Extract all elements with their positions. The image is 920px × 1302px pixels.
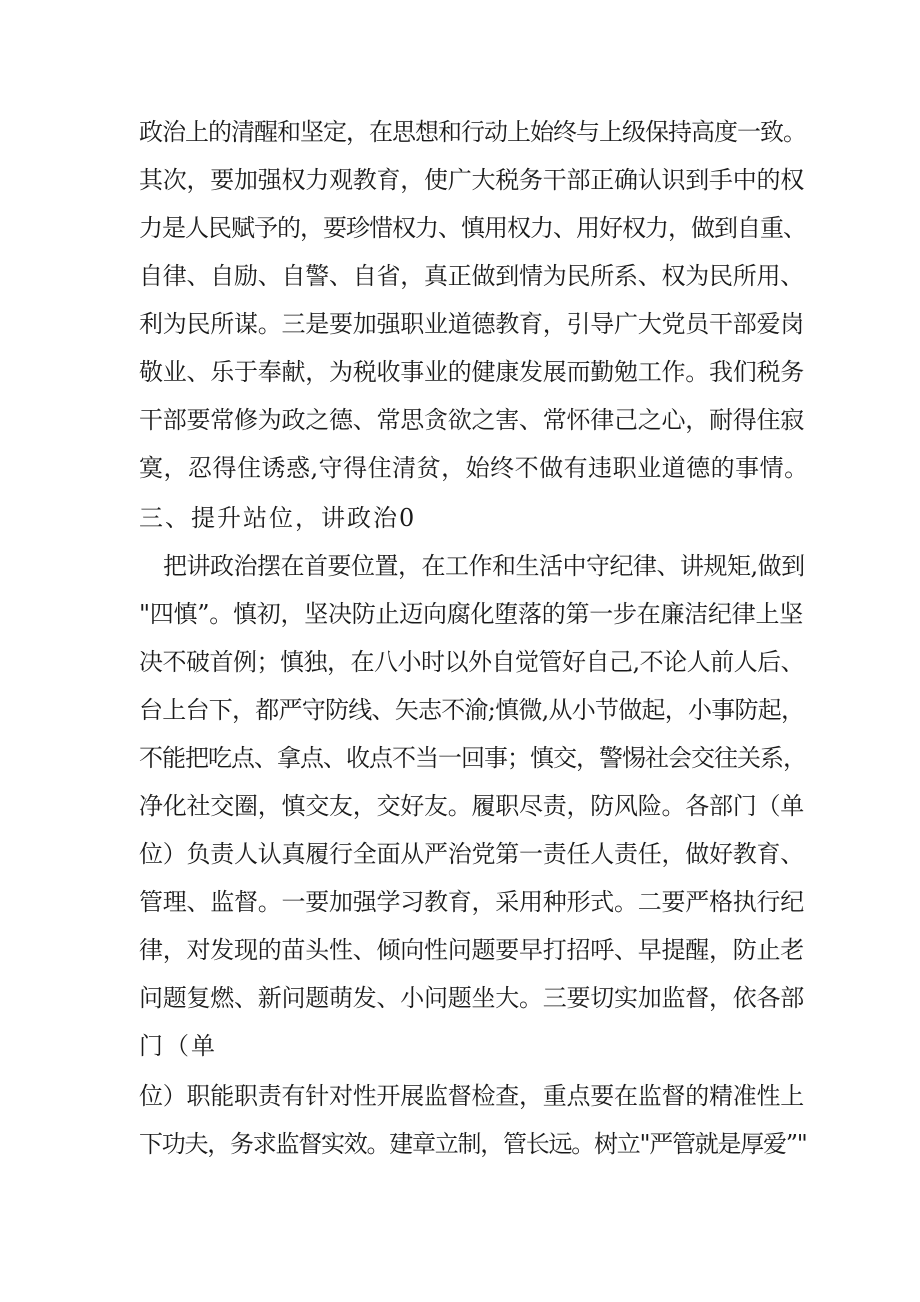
paragraph-line: 位）职能职责有针对性开展监督检查，重点要在监督的精准性上: [139, 1082, 804, 1110]
paragraph-line: 政治上的清醒和坚定，在思想和行动上始终与上级保持高度一致。: [139, 118, 806, 146]
paragraph-line: 管理、监督。一要加强学习教育，采用种形式。二要严格执行纪: [139, 888, 804, 916]
paragraph-line: 台上台下，都严守防线、矢志不渝;慎微,从小节做起，小事防起，: [139, 696, 805, 724]
paragraph-line: 律，对发现的苗头性、倾向性问题要早打招呼、早提醒，防止老: [139, 936, 804, 964]
paragraph-line: 寞，忍得住诱惑,守得住清贫，始终不做有违职业道德的事情。: [139, 454, 809, 482]
paragraph-line: 干部要常修为政之德、常思贪欲之害、常怀律己之心，耐得住寂: [139, 406, 804, 434]
paragraph-line: 位）负责人认真履行全面从严治党第一责任人责任，做好教育、: [139, 840, 804, 868]
paragraph-line: 力是人民赋予的，要珍惜权力、慎用权力、用好权力，做到自重、: [139, 214, 806, 242]
paragraph-line: 净化社交圈，慎交友，交好友。履职尽责，防风险。各部门（单: [139, 792, 804, 820]
paragraph-line: 不能把吃点、拿点、收点不当一回事；慎交，警惕社会交往关系，: [139, 744, 806, 772]
paragraph-line: 决不破首例；慎独，在八小时以外自觉管好自己,不论人前人后、: [139, 648, 805, 676]
paragraph-line: 利为民所谋。三是要加强职业道德教育，引导广大党员干部爱岗: [139, 310, 804, 338]
section-heading: 三、提升站位，讲政治0: [139, 504, 417, 532]
paragraph-line: 把讲政治摆在首要位置，在工作和生活中守纪律、讲规矩,做到: [163, 552, 805, 580]
paragraph-line: 下功夫，务求监督实效。建章立制，管长远。树立"严管就是厚爱”": [139, 1130, 807, 1158]
paragraph-line: 敬业、乐于奉献，为税收事业的健康发展而勤勉工作。我们税务: [139, 358, 804, 386]
paragraph-line: 自律、自励、自警、自省，真正做到情为民所系、权为民所用、: [139, 262, 804, 290]
paragraph-line: 其次，要加强权力观教育，使广大税务干部正确认识到手中的权: [139, 166, 804, 194]
paragraph-line: 问题复燃、新问题萌发、小问题坐大。三要切实加监督，依各部: [139, 984, 804, 1012]
paragraph-line: 门（单: [139, 1032, 217, 1060]
paragraph-line: "四慎”。慎初，坚决防止迈向腐化堕落的第一步在廉洁纪律上坚: [139, 600, 804, 628]
